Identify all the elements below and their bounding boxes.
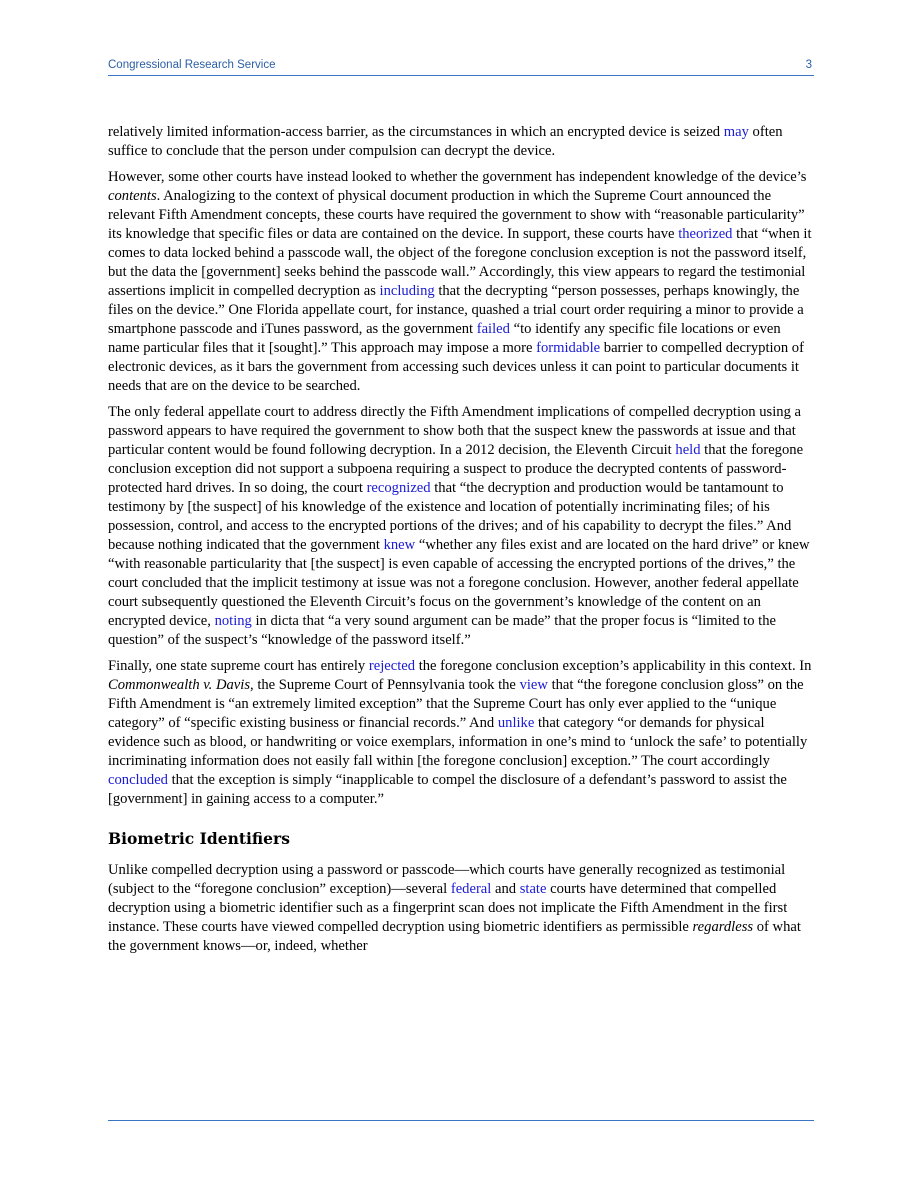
p4-text-1: Finally, one state supreme court has entirely: [108, 658, 369, 674]
p5-text-1: Unlike compelled decryption using a password or passcode—which courts have generally recognized as testimonial (subject to the “foregone conclusion” exception)—several: [108, 862, 786, 897]
p2-text-5: “to identify any specific file locations or even name particular files that it [sought].” This approach may impose a more: [108, 321, 781, 356]
link-rejected[interactable]: rejected: [368, 658, 416, 674]
link-failed[interactable]: failed: [476, 321, 510, 337]
p1-text-1: relatively limited information-access barrier, as the circumstances in which an encrypted device is seized: [108, 124, 724, 140]
paragraph-4: [108, 657, 814, 809]
p2-text-3: that “when it comes to data locked behind a passcode wall, the object of the foregone conclusion exception is not the password itself, but the data the [government] seeks behind the passcode wall.” Accordingly, this view appears to regard the testimonial assertions implicit in compelled decryption as: [108, 226, 812, 299]
link-held[interactable]: held: [675, 442, 701, 458]
section-heading-biometric-identifiers: Biometric Identifiers: [108, 829, 290, 848]
footer-divider: [108, 1120, 814, 1121]
p2-emphasis-contents: contents: [108, 188, 157, 204]
p4-text-2: the foregone conclusion exception’s applicability in this context. In: [415, 658, 812, 674]
p4-text-4: that “the foregone conclusion gloss” on the Fifth Amendment is “an extremely limited exception” that the Supreme Court has only ever applied to the “unique category” of “specific existing business or financial records.” And: [108, 677, 804, 731]
link-recognized[interactable]: recognized: [366, 480, 431, 496]
link-federal[interactable]: federal: [450, 881, 492, 897]
page-number: 3: [805, 59, 812, 71]
p3-text-4: “whether any files exist and are located on the hard drive” or knew “with reasonable particularity that [the suspect] is even capable of accessing the encrypted portions of the drives,” the court concluded that the implicit testimony at issue was not a foregone conclusion. However, another federal appellate court subsequently questioned the Eleventh Circuit’s focus on the government’s knowledge of the content on an encrypted device,: [108, 537, 810, 629]
p3-text-5: in dicta that “a very sound argument can be made” that the proper focus is “limited to the question” of the suspect’s “knowledge of the password itself.”: [108, 613, 776, 648]
p1-text-2: often suffice to conclude that the person under compulsion can decrypt the device.: [108, 124, 783, 159]
p5-text-4: of what the government knows—or, indeed, whether: [108, 919, 801, 954]
p4-text-6: that the exception is simply “inapplicable to compel the disclosure of a defendant’s password to assist the [government] in gaining access to a computer.”: [108, 772, 787, 807]
p2-text-4: that the decrypting “person possesses, perhaps knowingly, the files on the device.” One Florida appellate court, for instance, quashed a trial court order requiring a minor to provide a smartphone passcode and iTunes password, as the government: [108, 283, 804, 337]
p3-text-1: The only federal appellate court to address directly the Fifth Amendment implications of compelled decryption using a password appears to have required the government to show both that the suspect knew the passwords at issue and that particular content would be found following decryption. In a 2012 decision, the Eleventh Circuit: [108, 404, 802, 458]
p4-case-name: Commonwealth v. Davis: [108, 677, 251, 693]
header-org-name: Congressional Research Service: [108, 59, 276, 71]
link-unlike[interactable]: unlike: [497, 715, 535, 731]
paragraph-1: [108, 123, 814, 161]
link-concluded[interactable]: concluded: [108, 772, 168, 788]
link-noting[interactable]: noting: [214, 613, 252, 629]
p3-text-3: that “the decryption and production would be tantamount to testimony by [the suspect] of his knowledge of the existence and location of potentially incriminating files; of his possession, control, and access to the encrypted portions of the drives; and of his capability to decrypt the files.” And because nothing indicated that the government: [108, 480, 792, 553]
p2-text-6: barrier to compelled decryption of electronic devices, as it bars the government from accessing such devices unless it can point to particular documents it needs that are on the device to be searched.: [108, 340, 804, 394]
paragraph-2: [108, 168, 814, 396]
paragraph-5: [108, 861, 814, 956]
link-formidable[interactable]: formidable: [536, 340, 601, 356]
p5-text-3: courts have determined that compelled decryption using a biometric identifier such as a fingerprint scan does not implicate the Fifth Amendment in the first instance. These courts have viewed compelled decryption using biometric identifiers as permissible: [108, 881, 788, 935]
link-may[interactable]: may: [723, 124, 749, 140]
link-knew[interactable]: knew: [383, 537, 416, 553]
link-including[interactable]: including: [379, 283, 435, 299]
p2-text-2: . Analogizing to the context of physical document production in which the Supreme Court announced the relevant Fifth Amendment concepts, these courts have required the government to show with “reasonable particularity” its knowledge that specific files or data are contained on the device. In support, these courts have: [108, 188, 805, 242]
p4-text-5: that category “or demands for physical evidence such as blood, or handwriting or voice exemplars, information in one’s mind to ‘unlock the safe’ to potentially incriminating information does not easily fall within [the foregone conclusion] exception.” The court accordingly: [108, 715, 808, 769]
p5-emphasis-regardless: regardless: [692, 919, 754, 935]
p3-text-2: that the foregone conclusion exception did not support a subpoena requiring a suspect to produce the decrypted contents of password-protected hard drives. In so doing, the court: [108, 442, 804, 496]
p5-text-2: and: [491, 881, 520, 897]
paragraph-3: [108, 403, 814, 650]
link-state[interactable]: state: [519, 881, 547, 897]
link-view[interactable]: view: [519, 677, 548, 693]
p4-text-3: , the Supreme Court of Pennsylvania took the: [250, 677, 520, 693]
p2-text-1: However, some other courts have instead looked to whether the government has independent knowledge of the device’s: [108, 169, 807, 185]
link-theorized[interactable]: theorized: [678, 226, 733, 242]
page-header: [108, 58, 814, 76]
document-body: [108, 123, 814, 963]
